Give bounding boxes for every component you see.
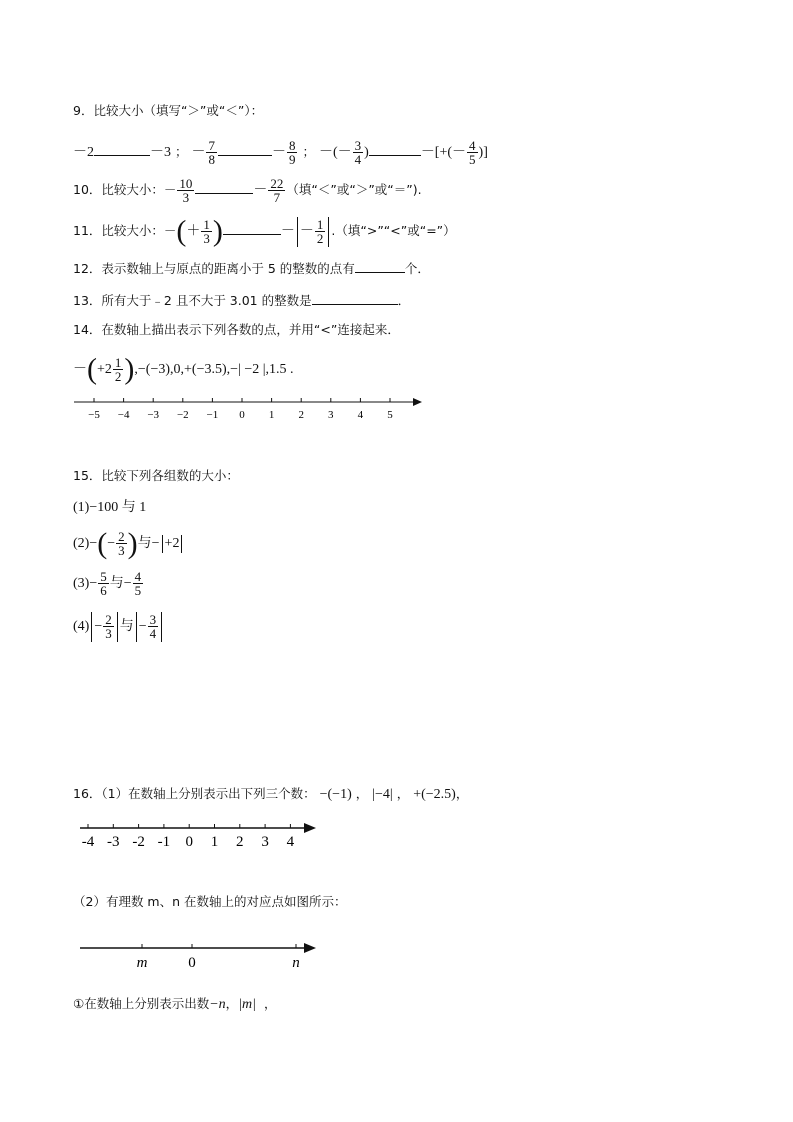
- label-zero: 0: [188, 955, 196, 971]
- q11-suffix: .（填“>”“<”或“=”）: [331, 223, 456, 238]
- tick-label: −2: [176, 409, 189, 421]
- label-n: n: [292, 955, 300, 971]
- answer-blank[interactable]: [312, 290, 398, 305]
- q15-p3-mid: 与−: [109, 576, 132, 591]
- abs-bar: [136, 612, 137, 642]
- fraction: $\frac{8}{9}$: [288, 138, 296, 167]
- q15-p4-m2: −: [138, 619, 147, 634]
- right-paren: ): [124, 352, 135, 386]
- abs-bar: [91, 612, 92, 642]
- fraction: $\frac{3}{4}$: [149, 612, 157, 642]
- fraction: $\frac{7}{8}$: [208, 138, 215, 167]
- q15-part4: [73, 610, 164, 644]
- tick-label: −4: [117, 409, 130, 421]
- tick-label: 0: [185, 834, 193, 850]
- q9-sep: ；: [174, 144, 188, 159]
- answer-blank[interactable]: [355, 258, 405, 273]
- abs-bar: [297, 217, 298, 247]
- tick-label: 2: [298, 409, 304, 421]
- q14-minus: －: [73, 362, 87, 377]
- q10: [73, 174, 422, 206]
- tick-label: -2: [132, 834, 145, 850]
- tick-label: 1: [210, 834, 219, 850]
- q16-abs-m: |m|: [238, 997, 256, 1012]
- left-paren: (: [97, 526, 108, 560]
- fraction: $\frac{1}{2}$: [316, 217, 324, 246]
- q16-sep1: ，: [355, 786, 369, 801]
- answer-blank[interactable]: [94, 141, 150, 156]
- q9-items: [73, 136, 488, 168]
- number-line-q16[interactable]: [76, 816, 326, 850]
- q9-d-prefix: －[+(－: [420, 145, 467, 160]
- q16-p3-sep: ，: [225, 996, 239, 1011]
- q10-mid: －: [253, 183, 268, 198]
- q16-p3-text: ①在数轴上分别表示出数: [73, 996, 210, 1011]
- fraction: $\frac{1}{2}$: [114, 355, 122, 384]
- q16-p1-text: 16．（1）在数轴上分别表示出下列三个数：: [73, 786, 316, 801]
- q15-p4-m1: −: [94, 619, 103, 634]
- q16-part1: [73, 784, 468, 805]
- abs-bar: [328, 217, 329, 247]
- fraction: $\frac{1}{3}$: [203, 217, 210, 246]
- q16-num3: +(−2.5): [413, 787, 456, 802]
- q14-plus: +2: [97, 362, 112, 377]
- tick-label: 4: [286, 834, 295, 850]
- fraction: $\frac{4}{5}$: [134, 569, 142, 599]
- tick-label: 0: [239, 409, 245, 421]
- q9-title: 9．比较大小（填写“＞”或“＜”）：: [73, 103, 264, 118]
- right-paren: ): [212, 214, 223, 248]
- q13-after: ．: [397, 293, 411, 308]
- q15-p2-mid: 与−: [137, 536, 160, 551]
- tick-label: −5: [88, 409, 100, 421]
- q15-title: 15．比较下列各组数的大小：: [73, 468, 239, 483]
- q15-p2-prefix: (2)−: [73, 536, 98, 551]
- q15-p2-minus: −: [107, 536, 116, 551]
- right-paren: ): [127, 526, 138, 560]
- abs-bar: [117, 612, 118, 642]
- q16-part2: [73, 892, 347, 912]
- number-line-mn[interactable]: [76, 936, 326, 972]
- tick-label: −1: [206, 409, 219, 421]
- answer-blank[interactable]: [369, 141, 421, 156]
- q11-minus-inner: －: [299, 224, 314, 239]
- q13-text: 13．所有大于﹣2 且不大于 3.01 的整数是: [73, 293, 312, 308]
- fraction: $\frac{3}{4}$: [354, 138, 362, 167]
- fraction: $\frac{22}{7}$: [270, 176, 284, 205]
- q9-a-left: －2: [73, 145, 94, 160]
- answer-blank[interactable]: [223, 220, 281, 235]
- tick-label: 5: [387, 409, 393, 421]
- q11: [73, 214, 456, 248]
- left-paren: (: [87, 352, 97, 386]
- fraction: $\frac{10}{3}$: [179, 176, 193, 205]
- answer-blank[interactable]: [195, 179, 253, 194]
- tick-label: -3: [107, 834, 120, 850]
- q16-p3-end: ，: [263, 996, 277, 1011]
- q11-plus: ＋: [186, 224, 201, 239]
- q16-num2: |−4|: [372, 787, 393, 802]
- abs-bar: [181, 535, 182, 553]
- q12-after: 个．: [404, 261, 430, 276]
- q16-sep2: ，: [396, 786, 410, 801]
- q15-part2: [73, 528, 184, 560]
- q9-b-minus: －: [191, 145, 206, 160]
- q11-prefix: 11．比较大小：－: [73, 223, 177, 238]
- q15-part1: (1)−100 与 1: [73, 500, 147, 515]
- q14-rest: ,−(−3),0,+(−3.5),−| −2 |,1.5 .: [134, 362, 294, 377]
- q14-numbers: [73, 352, 294, 386]
- fraction: $\frac{2}{3}$: [105, 612, 112, 642]
- q16-p2-text: （2）有理数 m、n 在数轴上的对应点如图所示：: [73, 894, 347, 909]
- q9-a-right: －3: [150, 145, 171, 160]
- tick-label: 3: [328, 409, 334, 421]
- fraction: $\frac{2}{3}$: [118, 529, 125, 559]
- q15-p3-prefix: (3)−: [73, 576, 98, 591]
- q9-c-prefix: －(－: [318, 145, 352, 160]
- abs-bar: [161, 612, 162, 642]
- q15-p4-mid: 与: [119, 619, 134, 634]
- q9-b2-minus: －: [271, 145, 286, 160]
- abs-bar: [162, 535, 163, 553]
- tick-label: -1: [157, 834, 171, 850]
- q10-suffix: （填“＜”或“＞”或“＝”).: [286, 182, 422, 197]
- q10-prefix: 10．比较大小：－: [73, 182, 177, 197]
- label-m: m: [136, 955, 148, 971]
- q9-c-suffix: ): [364, 145, 369, 160]
- q9-d-suffix: )]: [478, 145, 488, 160]
- q15-p4-prefix: (4): [73, 619, 90, 634]
- tick-label: 3: [261, 834, 269, 850]
- q12-text: 12．表示数轴上与原点的距离小于 5 的整数的点有: [73, 261, 355, 276]
- q13: [73, 290, 410, 311]
- left-paren: (: [176, 214, 187, 248]
- answer-blank[interactable]: [218, 141, 272, 156]
- q16-neg-n: −n: [209, 997, 226, 1012]
- tick-label: 4: [357, 409, 364, 421]
- q14-title: 14．在数轴上描出表示下列各数的点，并用“<”连接起来．: [73, 322, 400, 337]
- number-line-q14[interactable]: [70, 392, 430, 426]
- q15-part3: [73, 568, 144, 600]
- tick-label: 2: [236, 834, 244, 850]
- tick-label: -4: [81, 834, 95, 850]
- fraction: $\frac{5}{6}$: [100, 569, 107, 599]
- q16-num1: −(−1): [319, 787, 352, 802]
- q15-p2-abs: +2: [164, 536, 180, 551]
- q9-sep: ；: [302, 144, 315, 159]
- tick-label: 1: [268, 409, 275, 421]
- q11-minus: －: [280, 224, 295, 239]
- tick-label: −3: [147, 409, 160, 421]
- q16-part3: [73, 994, 276, 1015]
- q16-sep3: ，: [455, 786, 469, 801]
- fraction: $\frac{4}{5}$: [469, 138, 476, 167]
- q12: [73, 258, 430, 279]
